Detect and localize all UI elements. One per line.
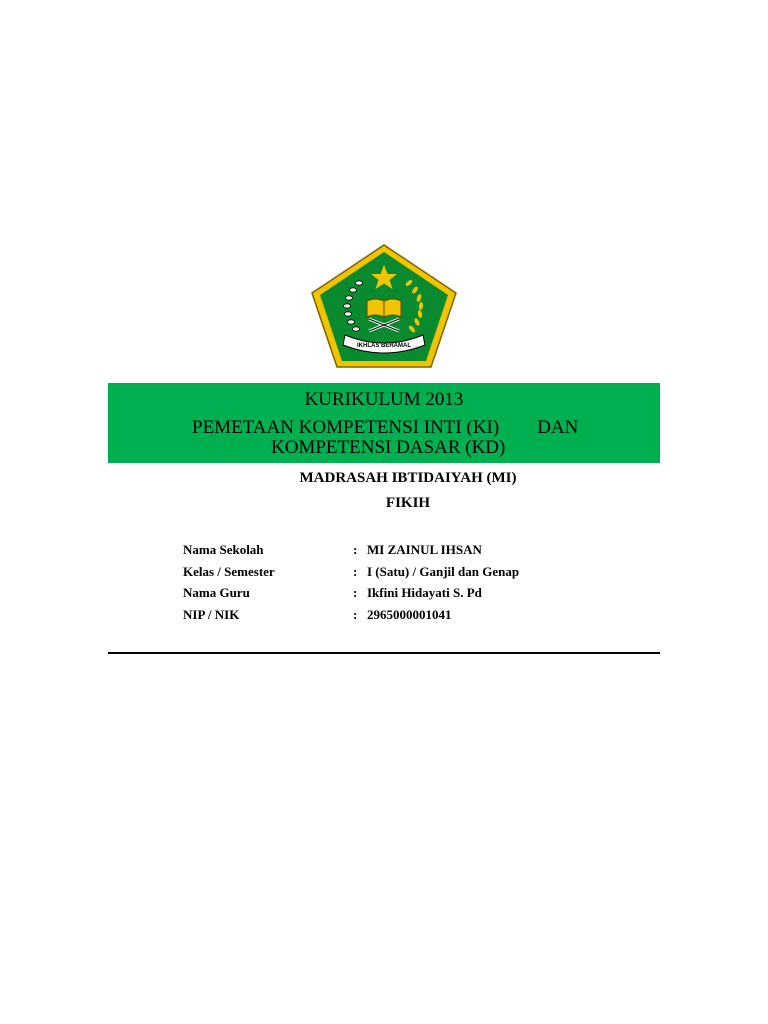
subject-name: FIKIH [385, 495, 431, 511]
ministry-emblem-icon [309, 243, 459, 369]
emblem-motto: IKHLAS BERAMAL [357, 343, 411, 349]
document-title-line2: KOMPETENSI DASAR (KD) [271, 437, 506, 458]
info-value: I (Satu) / Ganjil dan Genap [367, 563, 520, 579]
document-title-line1 [192, 417, 578, 439]
info-colon: : [353, 542, 358, 557]
document-title-line1-main: PEMETAAN KOMPETENSI INTI (KI) [192, 417, 500, 438]
info-colon: : [353, 563, 358, 579]
info-value: 2965000001041 [367, 606, 452, 622]
curriculum-title: KURIKULUM 2013 [304, 389, 464, 410]
info-value: Ikfini Hidayati S. Pd [367, 585, 482, 600]
horizontal-divider [108, 652, 660, 654]
info-colon: : [353, 585, 358, 600]
title-banner [108, 383, 660, 463]
info-label: Kelas / Semester [183, 563, 275, 579]
info-label: Nama Sekolah [183, 542, 264, 557]
info-label: NIP / NIK [183, 606, 240, 622]
logo [309, 243, 459, 369]
info-label: Nama Guru [183, 585, 250, 600]
school-level: MADRASAH IBTIDAIYAH (MI) [299, 470, 517, 486]
document-title-line1-tail: DAN [537, 417, 579, 438]
info-value: MI ZAINUL IHSAN [367, 542, 482, 557]
info-colon: : [353, 606, 358, 622]
